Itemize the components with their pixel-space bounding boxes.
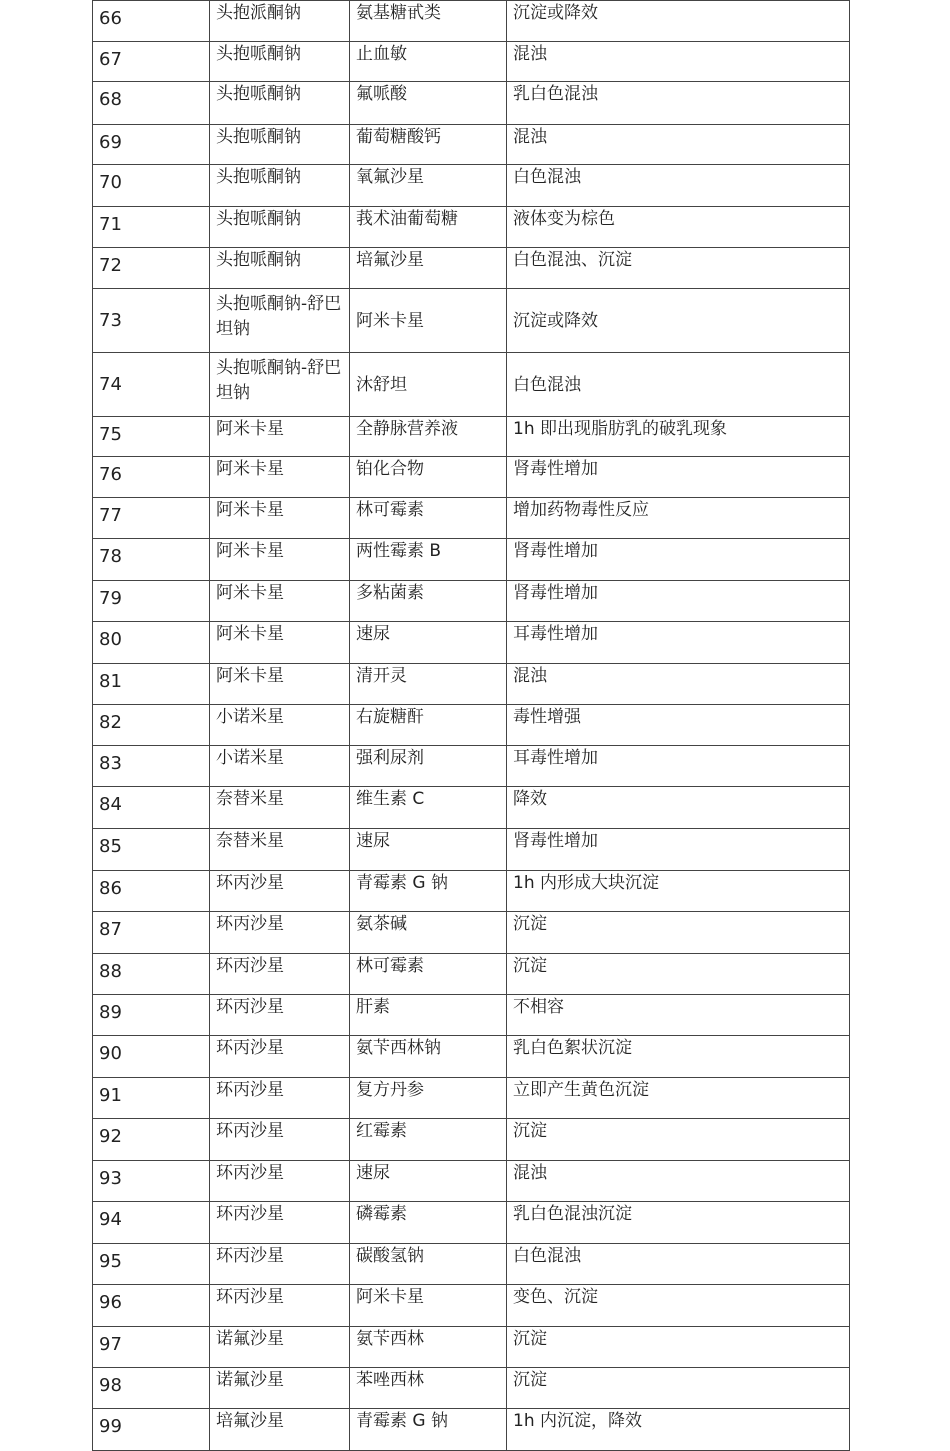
cell-number: 78 xyxy=(93,539,210,581)
cell-reaction: 降效 xyxy=(507,787,850,829)
cell-drug-a: 小诺米星 xyxy=(210,705,350,746)
cell-drug-b: 多粘菌素 xyxy=(350,581,507,622)
table-row xyxy=(93,871,850,912)
cell-drug-a: 小诺米星 xyxy=(210,746,350,787)
cell-drug-b: 复方丹参 xyxy=(350,1078,507,1119)
cell-drug-a: 头抱哌酮钠-舒巴坦钠 xyxy=(210,353,350,417)
cell-number: 87 xyxy=(93,912,210,954)
cell-drug-b: 强利尿剂 xyxy=(350,746,507,787)
cell-reaction: 肾毒性增加 xyxy=(507,457,850,498)
cell-drug-b: 肝素 xyxy=(350,995,507,1036)
cell-drug-a: 阿米卡星 xyxy=(210,581,350,622)
cell-reaction: 耳毒性增加 xyxy=(507,746,850,787)
cell-reaction: 沉淀 xyxy=(507,1327,850,1368)
cell-drug-a: 阿米卡星 xyxy=(210,664,350,705)
cell-drug-a: 环丙沙星 xyxy=(210,871,350,912)
cell-drug-b: 铂化合物 xyxy=(350,457,507,498)
cell-number: 71 xyxy=(93,207,210,248)
cell-number: 76 xyxy=(93,457,210,498)
cell-number: 88 xyxy=(93,954,210,995)
table-row xyxy=(93,82,850,125)
cell-drug-b: 速尿 xyxy=(350,829,507,871)
cell-number: 98 xyxy=(93,1368,210,1409)
cell-reaction: 肾毒性增加 xyxy=(507,539,850,581)
cell-reaction: 沉淀 xyxy=(507,1119,850,1161)
cell-number: 68 xyxy=(93,82,210,125)
cell-drug-b: 阿米卡星 xyxy=(350,1285,507,1327)
cell-number: 73 xyxy=(93,289,210,353)
cell-number: 90 xyxy=(93,1036,210,1078)
cell-drug-b: 林可霉素 xyxy=(350,954,507,995)
cell-reaction: 不相容 xyxy=(507,995,850,1036)
cell-drug-b: 全静脉营养液 xyxy=(350,417,507,457)
table-row xyxy=(93,289,850,353)
cell-drug-b: 氨苄西林钠 xyxy=(350,1036,507,1078)
cell-drug-a: 环丙沙星 xyxy=(210,995,350,1036)
table-row xyxy=(93,746,850,787)
cell-drug-a: 环丙沙星 xyxy=(210,1119,350,1161)
cell-drug-a: 诺氟沙星 xyxy=(210,1368,350,1409)
drug-incompatibility-table xyxy=(92,0,850,1451)
table-row xyxy=(93,705,850,746)
cell-number: 79 xyxy=(93,581,210,622)
cell-drug-b: 氟哌酸 xyxy=(350,82,507,125)
cell-number: 80 xyxy=(93,622,210,664)
cell-number: 81 xyxy=(93,664,210,705)
table-row xyxy=(93,1036,850,1078)
cell-drug-b: 氨茶碱 xyxy=(350,912,507,954)
table-row xyxy=(93,954,850,995)
cell-drug-a: 培氟沙星 xyxy=(210,1409,350,1451)
cell-drug-a: 诺氟沙星 xyxy=(210,1327,350,1368)
cell-drug-a: 环丙沙星 xyxy=(210,1078,350,1119)
cell-reaction: 乳白色混浊沉淀 xyxy=(507,1202,850,1244)
cell-number: 72 xyxy=(93,248,210,289)
table-row xyxy=(93,353,850,417)
cell-reaction: 沉淀 xyxy=(507,1368,850,1409)
table-row xyxy=(93,539,850,581)
cell-drug-b: 林可霉素 xyxy=(350,498,507,539)
cell-drug-b: 速尿 xyxy=(350,622,507,664)
table-row xyxy=(93,1078,850,1119)
cell-drug-b: 磷霉素 xyxy=(350,1202,507,1244)
cell-reaction: 混浊 xyxy=(507,125,850,165)
table-row xyxy=(93,1244,850,1285)
cell-reaction: 白色混浊 xyxy=(507,353,850,417)
cell-drug-a: 头抱哌酮钠 xyxy=(210,42,350,82)
cell-drug-a: 头抱哌酮钠 xyxy=(210,207,350,248)
table-row xyxy=(93,787,850,829)
cell-drug-a: 奈替米星 xyxy=(210,829,350,871)
cell-drug-b: 止血敏 xyxy=(350,42,507,82)
cell-drug-a: 环丙沙星 xyxy=(210,1285,350,1327)
table-row xyxy=(93,1202,850,1244)
cell-reaction: 变色、沉淀 xyxy=(507,1285,850,1327)
cell-drug-b: 速尿 xyxy=(350,1161,507,1202)
cell-number: 96 xyxy=(93,1285,210,1327)
cell-drug-a: 阿米卡星 xyxy=(210,498,350,539)
table-row xyxy=(93,417,850,457)
cell-number: 74 xyxy=(93,353,210,417)
cell-drug-a: 环丙沙星 xyxy=(210,954,350,995)
cell-drug-b: 苯唑西林 xyxy=(350,1368,507,1409)
cell-reaction: 液体变为棕色 xyxy=(507,207,850,248)
cell-drug-b: 两性霉素 B xyxy=(350,539,507,581)
cell-drug-b: 红霉素 xyxy=(350,1119,507,1161)
table-row xyxy=(93,664,850,705)
cell-drug-b: 清开灵 xyxy=(350,664,507,705)
cell-number: 93 xyxy=(93,1161,210,1202)
table-row xyxy=(93,248,850,289)
cell-number: 97 xyxy=(93,1327,210,1368)
table-row xyxy=(93,207,850,248)
cell-drug-a: 阿米卡星 xyxy=(210,417,350,457)
cell-drug-a: 阿米卡星 xyxy=(210,622,350,664)
cell-reaction: 沉淀或降效 xyxy=(507,289,850,353)
table-row xyxy=(93,912,850,954)
table-row xyxy=(93,1409,850,1451)
cell-drug-b: 青霉素 G 钠 xyxy=(350,871,507,912)
cell-number: 82 xyxy=(93,705,210,746)
cell-drug-a: 环丙沙星 xyxy=(210,1202,350,1244)
cell-reaction: 白色混浊 xyxy=(507,165,850,207)
cell-number: 66 xyxy=(93,1,210,42)
cell-drug-a: 阿米卡星 xyxy=(210,457,350,498)
cell-drug-a: 头抱哌酮钠 xyxy=(210,248,350,289)
table-row xyxy=(93,1327,850,1368)
cell-drug-b: 葡萄糖酸钙 xyxy=(350,125,507,165)
cell-reaction: 耳毒性增加 xyxy=(507,622,850,664)
cell-drug-b: 碳酸氢钠 xyxy=(350,1244,507,1285)
cell-reaction: 立即产生黄色沉淀 xyxy=(507,1078,850,1119)
cell-drug-a: 头抱哌酮钠-舒巴坦钠 xyxy=(210,289,350,353)
cell-number: 92 xyxy=(93,1119,210,1161)
cell-reaction: 1h 即出现脂肪乳的破乳现象 xyxy=(507,417,850,457)
cell-drug-a: 环丙沙星 xyxy=(210,1244,350,1285)
cell-drug-a: 奈替米星 xyxy=(210,787,350,829)
cell-drug-a: 头抱哌酮钠 xyxy=(210,82,350,125)
cell-reaction: 混浊 xyxy=(507,664,850,705)
table-row xyxy=(93,498,850,539)
cell-drug-b: 氨苄西林 xyxy=(350,1327,507,1368)
cell-reaction: 1h 内形成大块沉淀 xyxy=(507,871,850,912)
table-row xyxy=(93,1368,850,1409)
table-row xyxy=(93,622,850,664)
cell-drug-b: 右旋糖酐 xyxy=(350,705,507,746)
cell-number: 86 xyxy=(93,871,210,912)
cell-number: 83 xyxy=(93,746,210,787)
cell-drug-b: 阿米卡星 xyxy=(350,289,507,353)
cell-reaction: 沉淀 xyxy=(507,912,850,954)
table-row xyxy=(93,1119,850,1161)
table-row xyxy=(93,1,850,42)
cell-drug-a: 环丙沙星 xyxy=(210,912,350,954)
table-row xyxy=(93,1161,850,1202)
table-row xyxy=(93,165,850,207)
cell-number: 69 xyxy=(93,125,210,165)
table-row xyxy=(93,1285,850,1327)
cell-number: 75 xyxy=(93,417,210,457)
table-row xyxy=(93,581,850,622)
cell-reaction: 肾毒性增加 xyxy=(507,581,850,622)
cell-reaction: 白色混浊 xyxy=(507,1244,850,1285)
cell-number: 84 xyxy=(93,787,210,829)
table-row xyxy=(93,125,850,165)
cell-reaction: 混浊 xyxy=(507,1161,850,1202)
table-row xyxy=(93,42,850,82)
cell-reaction: 白色混浊、沉淀 xyxy=(507,248,850,289)
table-row xyxy=(93,829,850,871)
cell-reaction: 沉淀或降效 xyxy=(507,1,850,42)
cell-drug-a: 环丙沙星 xyxy=(210,1036,350,1078)
table-row xyxy=(93,995,850,1036)
cell-drug-b: 维生素 C xyxy=(350,787,507,829)
cell-drug-a: 头抱哌酮钠 xyxy=(210,165,350,207)
cell-reaction: 沉淀 xyxy=(507,954,850,995)
cell-drug-a: 阿米卡星 xyxy=(210,539,350,581)
table-row xyxy=(93,457,850,498)
cell-reaction: 增加药物毒性反应 xyxy=(507,498,850,539)
cell-drug-b: 氧氟沙星 xyxy=(350,165,507,207)
cell-number: 95 xyxy=(93,1244,210,1285)
cell-reaction: 毒性增强 xyxy=(507,705,850,746)
cell-drug-b: 莪术油葡萄糖 xyxy=(350,207,507,248)
cell-number: 67 xyxy=(93,42,210,82)
cell-drug-b: 沐舒坦 xyxy=(350,353,507,417)
cell-number: 70 xyxy=(93,165,210,207)
cell-drug-a: 头抱派酮钠 xyxy=(210,1,350,42)
cell-number: 85 xyxy=(93,829,210,871)
cell-reaction: 肾毒性增加 xyxy=(507,829,850,871)
table-container xyxy=(92,0,850,1451)
table-body xyxy=(93,1,850,1451)
cell-drug-b: 氨基糖甙类 xyxy=(350,1,507,42)
cell-drug-a: 环丙沙星 xyxy=(210,1161,350,1202)
cell-reaction: 混浊 xyxy=(507,42,850,82)
cell-number: 99 xyxy=(93,1409,210,1451)
cell-number: 89 xyxy=(93,995,210,1036)
cell-drug-b: 培氟沙星 xyxy=(350,248,507,289)
cell-drug-a: 头抱哌酮钠 xyxy=(210,125,350,165)
cell-reaction: 乳白色混浊 xyxy=(507,82,850,125)
cell-reaction: 1h 内沉淀，降效 xyxy=(507,1409,850,1451)
cell-number: 91 xyxy=(93,1078,210,1119)
cell-number: 94 xyxy=(93,1202,210,1244)
cell-drug-b: 青霉素 G 钠 xyxy=(350,1409,507,1451)
cell-reaction: 乳白色絮状沉淀 xyxy=(507,1036,850,1078)
cell-number: 77 xyxy=(93,498,210,539)
